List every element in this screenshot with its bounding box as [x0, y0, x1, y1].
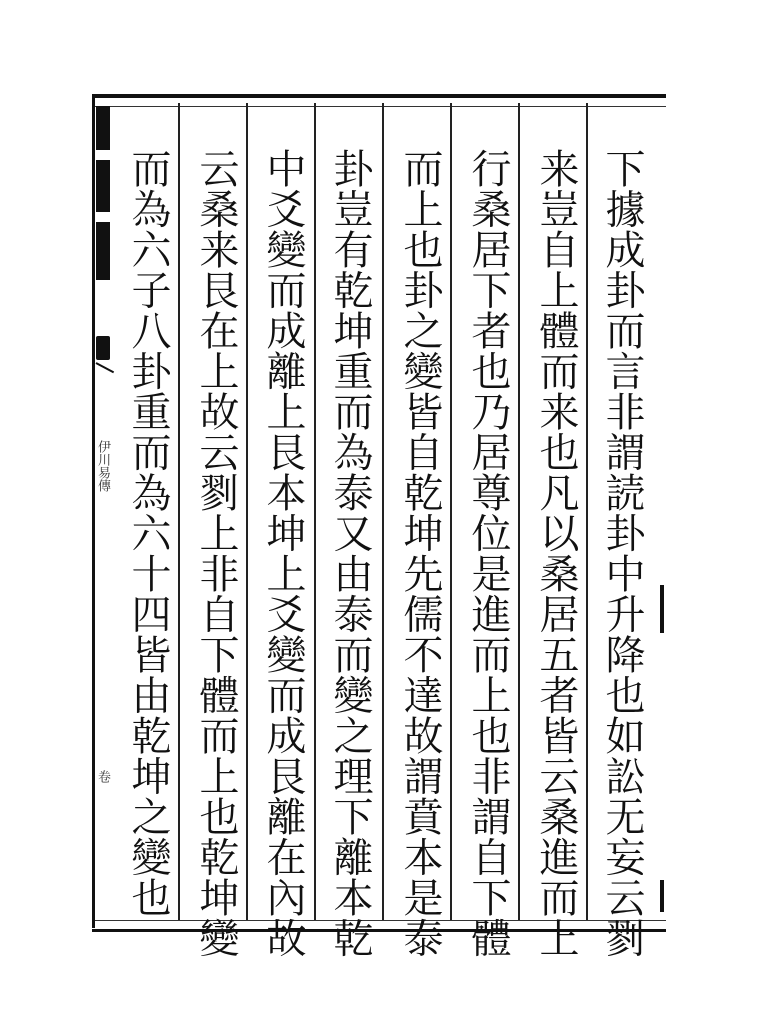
edge-scan-mark [660, 585, 664, 633]
text-column-2: 来豈自上體而来也凡以桑居五者皆云桑進而上 [533, 148, 579, 958]
text-column-5: 卦豈有乾坤重而為泰又由泰而變之理下離本乾 [327, 148, 373, 958]
column-rule [314, 103, 316, 920]
text-column-8: 而為六子八卦重而為六十四皆由乾坤之變也 [125, 148, 171, 918]
fish-tail-mark [96, 336, 110, 360]
margin-page-label: 卷 [95, 770, 110, 783]
column-rule [178, 103, 180, 920]
column-rule [586, 103, 588, 920]
edge-scan-mark [660, 880, 664, 912]
text-column-1: 下據成卦而言非謂読卦中升降也如訟无妄云剹 [599, 148, 645, 958]
margin-block-mark [96, 106, 110, 150]
column-rule [518, 103, 520, 920]
text-column-7: 云桑来艮在上故云剹上非自下體而上也乾坤變 [193, 148, 239, 958]
margin-block-mark [96, 222, 110, 280]
column-rule [382, 103, 384, 920]
text-column-3: 行桑居下者也乃居尊位是進而上也非謂自下體 [465, 148, 511, 958]
text-column-4: 而上也卦之變皆自乾坤先儒不達故謂賁本是泰 [397, 148, 443, 958]
margin-block-mark [96, 160, 110, 212]
column-rule [450, 103, 452, 920]
margin-title: 伊川易傳 [95, 440, 110, 492]
text-column-6: 中爻變而成離上艮本坤上爻變而成艮離在內故 [260, 148, 306, 958]
column-rule [246, 103, 248, 920]
